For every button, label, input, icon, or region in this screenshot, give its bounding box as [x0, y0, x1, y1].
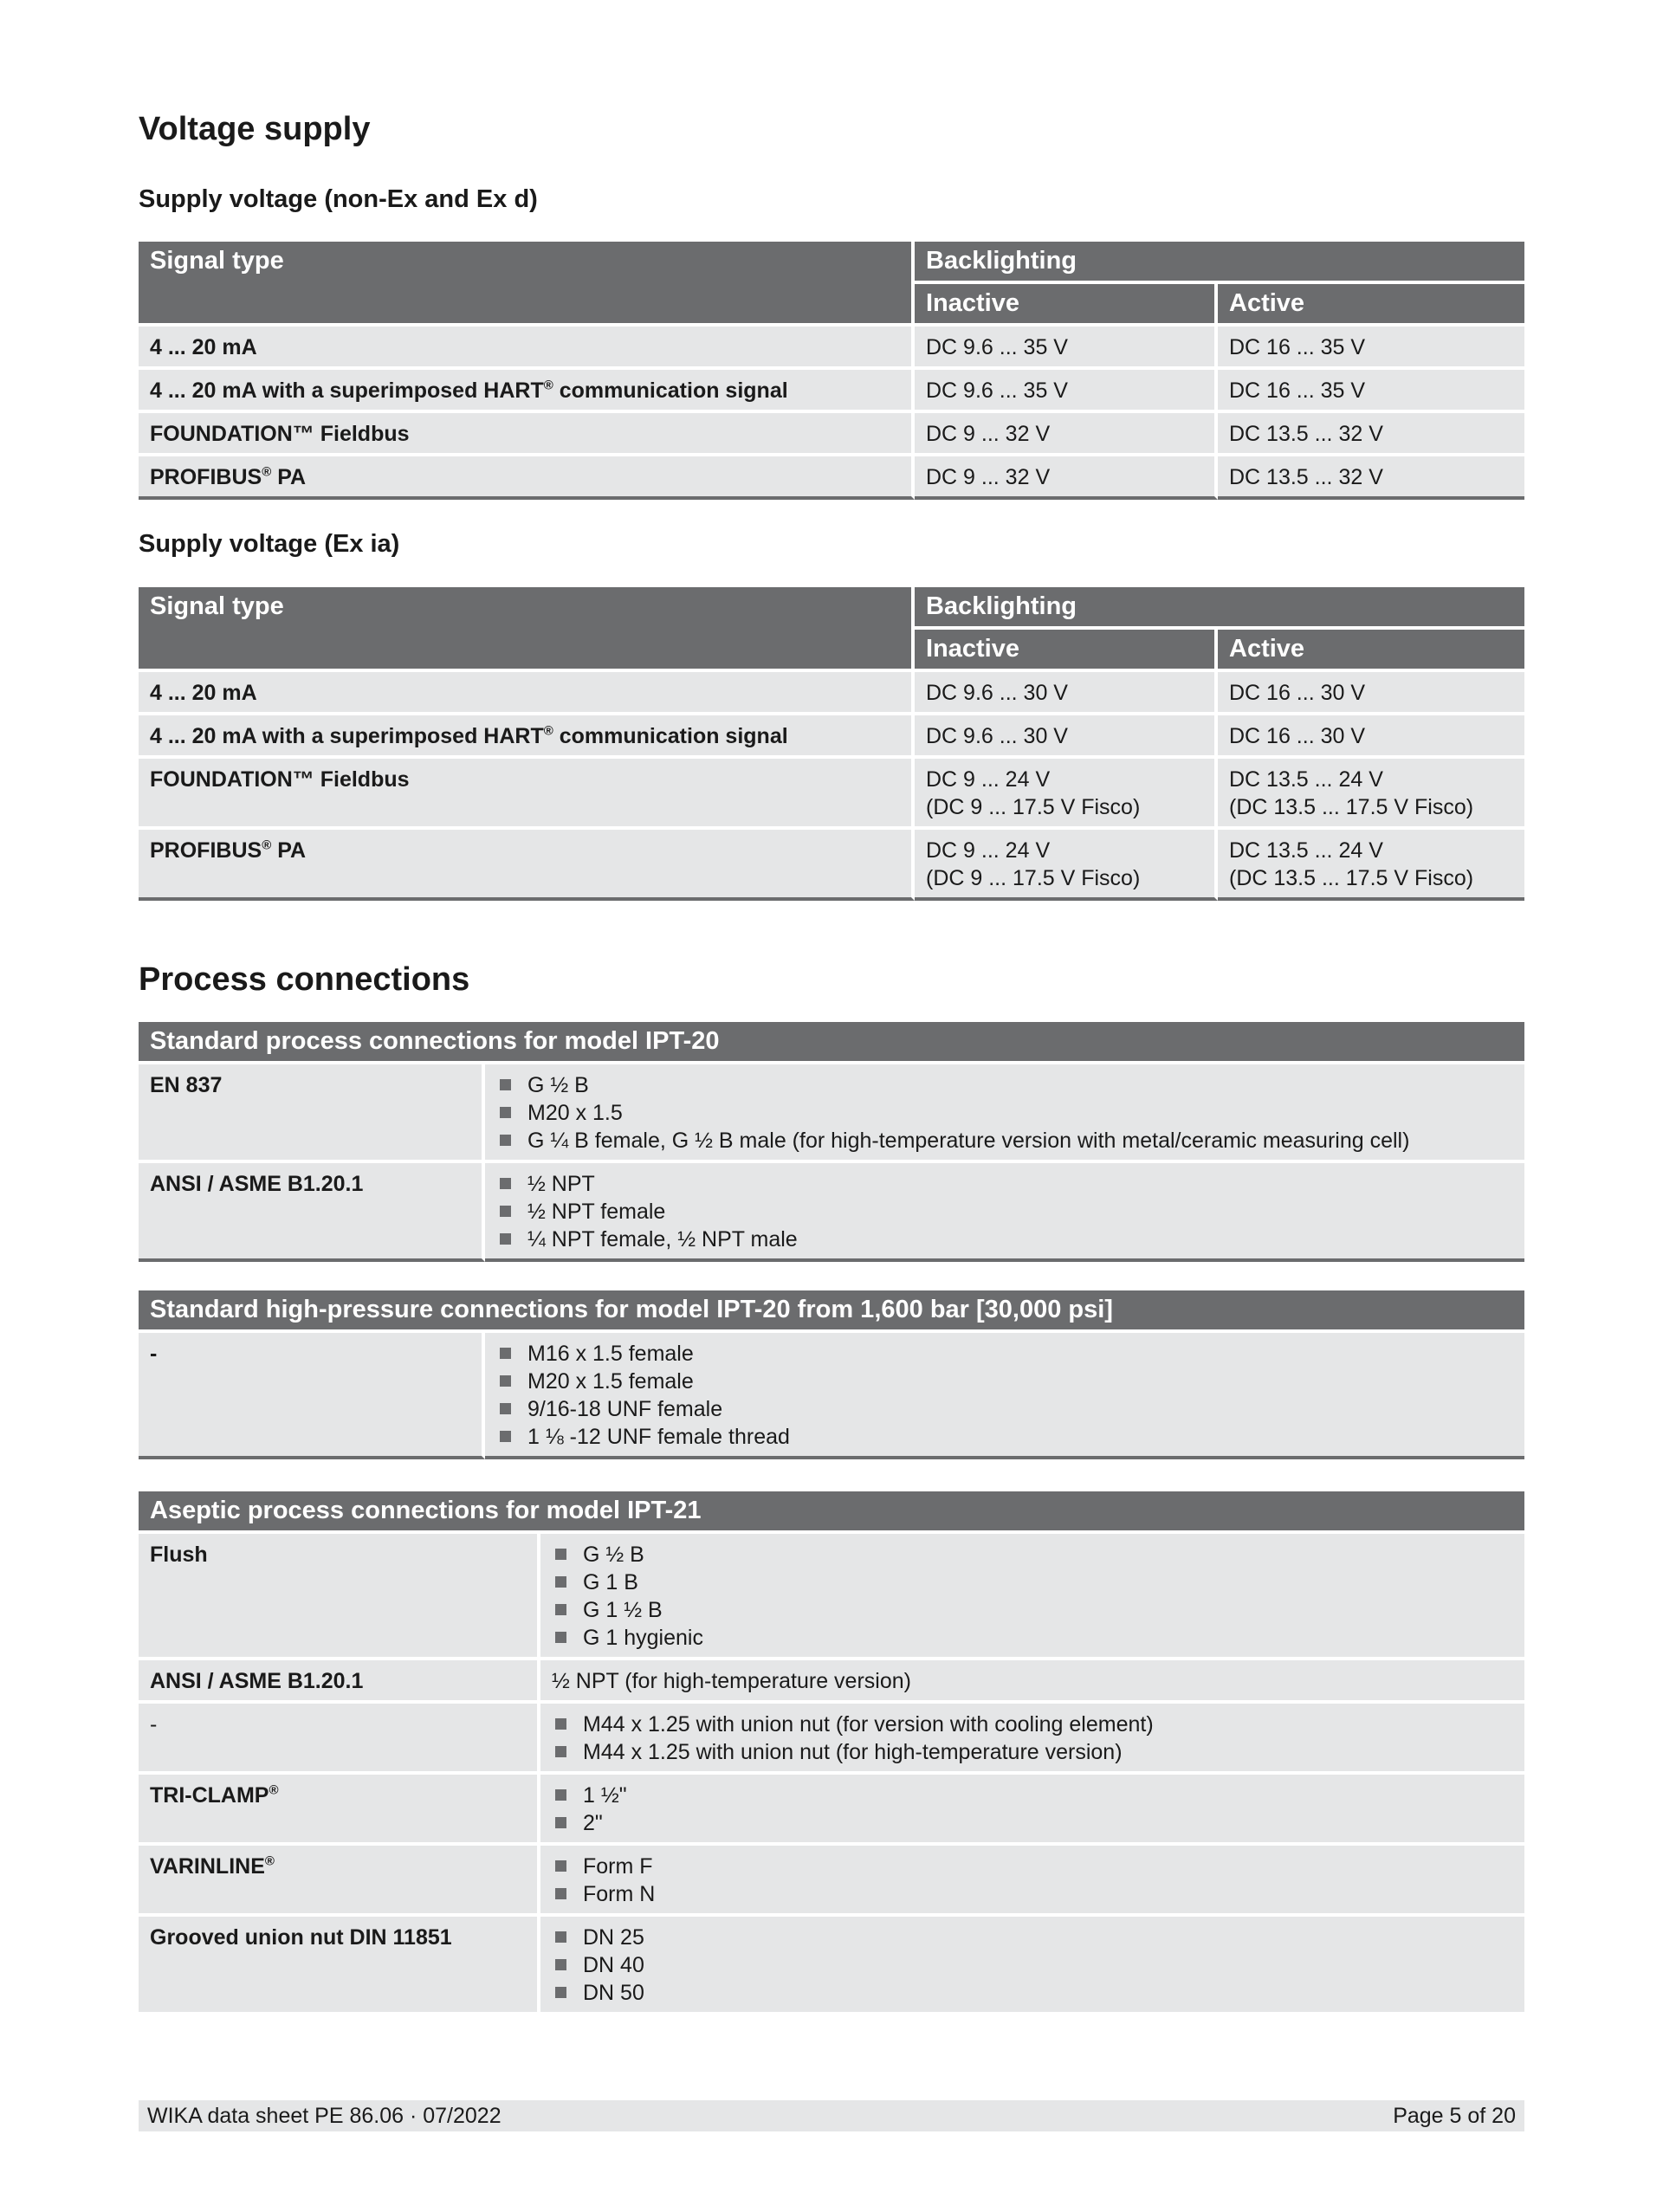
cell-signal: 4 ... 20 mA with a superimposed HART® communication signal [139, 370, 915, 413]
cell-label: ANSI / ASME B1.20.1 [139, 1163, 485, 1262]
bullet-square-icon [555, 1746, 566, 1757]
list-item: 1 ½" [552, 1782, 1513, 1809]
subtitle-supply-voltage-nonex: Supply voltage (non-Ex and Ex d) [139, 185, 538, 213]
bullet-square-icon [555, 1959, 566, 1970]
header-active: Active [1218, 630, 1524, 672]
list-item: G 1 hygienic [552, 1624, 1513, 1652]
cell-label: Flush [139, 1534, 540, 1660]
cell-inactive: DC 9 ... 32 V [915, 413, 1218, 456]
bullet-square-icon [555, 1888, 566, 1899]
cell-inactive: DC 9 ... 24 V (DC 9 ... 17.5 V Fisco) [915, 759, 1218, 830]
list-item: M44 x 1.25 with union nut (for version with cooling element) [552, 1711, 1513, 1738]
cell-active: DC 13.5 ... 24 V (DC 13.5 ... 17.5 V Fisco) [1218, 830, 1524, 901]
bullet-square-icon [555, 1632, 566, 1643]
cell-inactive: DC 9.6 ... 30 V [915, 672, 1218, 715]
cell-inactive: DC 9.6 ... 35 V [915, 370, 1218, 413]
footer-page-number: Page 5 of 20 [1393, 2104, 1516, 2128]
bullet-square-icon [500, 1375, 511, 1387]
page-footer [139, 2100, 1524, 2131]
list-item: G 1 B [552, 1568, 1513, 1596]
cell-items [485, 1163, 1524, 1262]
bullet-square-icon [555, 1817, 566, 1828]
header-backlighting: Backlighting [915, 587, 1524, 630]
section-title-process-connections: Process connections [139, 961, 470, 998]
cell-inactive: DC 9 ... 32 V [915, 456, 1218, 500]
cell-signal: FOUNDATION™ Fieldbus [139, 413, 915, 456]
bullet-square-icon [500, 1107, 511, 1118]
list-item: G 1 ½ B [552, 1596, 1513, 1624]
list-item: G ½ B [552, 1541, 1513, 1568]
subtitle-supply-voltage-exia: Supply voltage (Ex ia) [139, 530, 400, 558]
table-row [139, 1534, 1524, 1660]
bullet-square-icon [555, 1931, 566, 1943]
cell-items [540, 1704, 1524, 1775]
list-item: M16 x 1.5 female [496, 1340, 1513, 1368]
cell-signal: 4 ... 20 mA [139, 672, 915, 715]
table-row [139, 370, 1524, 413]
bullet-square-icon [500, 1348, 511, 1359]
table-row [139, 672, 1524, 715]
cell-text: ½ NPT (for high-temperature version) [540, 1660, 1524, 1704]
table-row [139, 1064, 1524, 1163]
cell-items [485, 1064, 1524, 1163]
table-row [139, 830, 1524, 901]
list-item: G ½ B [496, 1071, 1513, 1099]
cell-label: - [139, 1704, 540, 1775]
bullet-square-icon [555, 1576, 566, 1588]
header-signal-type: Signal type [139, 242, 915, 327]
cell-label: EN 837 [139, 1064, 485, 1163]
bullet-square-icon [500, 1079, 511, 1090]
table-row [139, 1917, 1524, 2012]
header-standard-connections: Standard process connections for model IPT-20 [139, 1022, 1524, 1064]
cell-inactive: DC 9.6 ... 30 V [915, 715, 1218, 759]
cell-active: DC 13.5 ... 32 V [1218, 456, 1524, 500]
table-high-pressure-connections [139, 1290, 1524, 1459]
header-active: Active [1218, 284, 1524, 327]
list-item: ¼ NPT female, ½ NPT male [496, 1226, 1513, 1253]
bullet-square-icon [555, 1549, 566, 1560]
table-supply-voltage-exia [139, 587, 1524, 901]
cell-active: DC 16 ... 30 V [1218, 715, 1524, 759]
list-item: ½ NPT [496, 1170, 1513, 1198]
list-item: M44 x 1.25 with union nut (for high-temperature version) [552, 1738, 1513, 1766]
table-row [139, 456, 1524, 500]
list-item: 1 ⅛ -12 UNF female thread [496, 1423, 1513, 1451]
cell-label: ANSI / ASME B1.20.1 [139, 1660, 540, 1704]
header-signal-type: Signal type [139, 587, 915, 672]
list-item: DN 40 [552, 1951, 1513, 1979]
cell-inactive: DC 9.6 ... 35 V [915, 327, 1218, 370]
header-aseptic-connections: Aseptic process connections for model IPT-21 [139, 1491, 1524, 1534]
cell-signal: 4 ... 20 mA with a superimposed HART® communication signal [139, 715, 915, 759]
section-title-voltage-supply: Voltage supply [139, 111, 371, 147]
cell-items [540, 1917, 1524, 2012]
cell-signal: PROFIBUS® PA [139, 830, 915, 901]
bullet-square-icon [500, 1403, 511, 1414]
cell-signal: 4 ... 20 mA [139, 327, 915, 370]
cell-signal: FOUNDATION™ Fieldbus [139, 759, 915, 830]
cell-inactive: DC 9 ... 24 V (DC 9 ... 17.5 V Fisco) [915, 830, 1218, 901]
table-row [139, 413, 1524, 456]
bullet-square-icon [555, 1604, 566, 1615]
bullet-square-icon [555, 1789, 566, 1801]
list-item: 2" [552, 1809, 1513, 1837]
bullet-square-icon [500, 1178, 511, 1189]
cell-active: DC 13.5 ... 24 V (DC 13.5 ... 17.5 V Fisco) [1218, 759, 1524, 830]
table-standard-process-connections [139, 1022, 1524, 1262]
bullet-square-icon [500, 1233, 511, 1245]
bullet-square-icon [555, 1860, 566, 1872]
cell-label: Grooved union nut DIN 11851 [139, 1917, 540, 2012]
cell-signal: PROFIBUS® PA [139, 456, 915, 500]
bullet-square-icon [555, 1718, 566, 1730]
bullet-square-icon [500, 1135, 511, 1146]
list-item: Form N [552, 1880, 1513, 1908]
cell-active: DC 16 ... 35 V [1218, 327, 1524, 370]
list-item: DN 25 [552, 1924, 1513, 1951]
cell-items [485, 1333, 1524, 1459]
bullet-square-icon [500, 1431, 511, 1442]
header-inactive: Inactive [915, 630, 1218, 672]
list-item: 9/16-18 UNF female [496, 1395, 1513, 1423]
cell-active: DC 13.5 ... 32 V [1218, 413, 1524, 456]
header-backlighting: Backlighting [915, 242, 1524, 284]
table-row [139, 1163, 1524, 1262]
table-row [139, 1775, 1524, 1846]
cell-label: - [139, 1333, 485, 1459]
list-item: M20 x 1.5 female [496, 1368, 1513, 1395]
list-item: ½ NPT female [496, 1198, 1513, 1226]
list-item: Form F [552, 1853, 1513, 1880]
cell-items [540, 1775, 1524, 1846]
table-row [139, 1333, 1524, 1459]
table-row [139, 759, 1524, 830]
list-item: M20 x 1.5 [496, 1099, 1513, 1127]
table-row [139, 327, 1524, 370]
table-aseptic-connections [139, 1491, 1524, 2012]
table-row [139, 1704, 1524, 1775]
cell-items [540, 1846, 1524, 1917]
footer-doc-info: WIKA data sheet PE 86.06 · 07/2022 [147, 2104, 501, 2128]
cell-active: DC 16 ... 30 V [1218, 672, 1524, 715]
bullet-square-icon [555, 1987, 566, 1998]
table-row [139, 715, 1524, 759]
cell-active: DC 16 ... 35 V [1218, 370, 1524, 413]
table-row [139, 1846, 1524, 1917]
table-row [139, 1660, 1524, 1704]
header-high-pressure-connections: Standard high-pressure connections for model IPT-20 from 1,600 bar [30,000 psi] [139, 1290, 1524, 1333]
list-item: G ¼ B female, G ½ B male (for high-temperature version with metal/ceramic measuring cell) [496, 1127, 1513, 1155]
cell-label: VARINLINE® [139, 1846, 540, 1917]
list-item: DN 50 [552, 1979, 1513, 2007]
table-supply-voltage-nonex [139, 242, 1524, 500]
cell-items [540, 1534, 1524, 1660]
header-inactive: Inactive [915, 284, 1218, 327]
cell-label: TRI-CLAMP® [139, 1775, 540, 1846]
bullet-square-icon [500, 1206, 511, 1217]
